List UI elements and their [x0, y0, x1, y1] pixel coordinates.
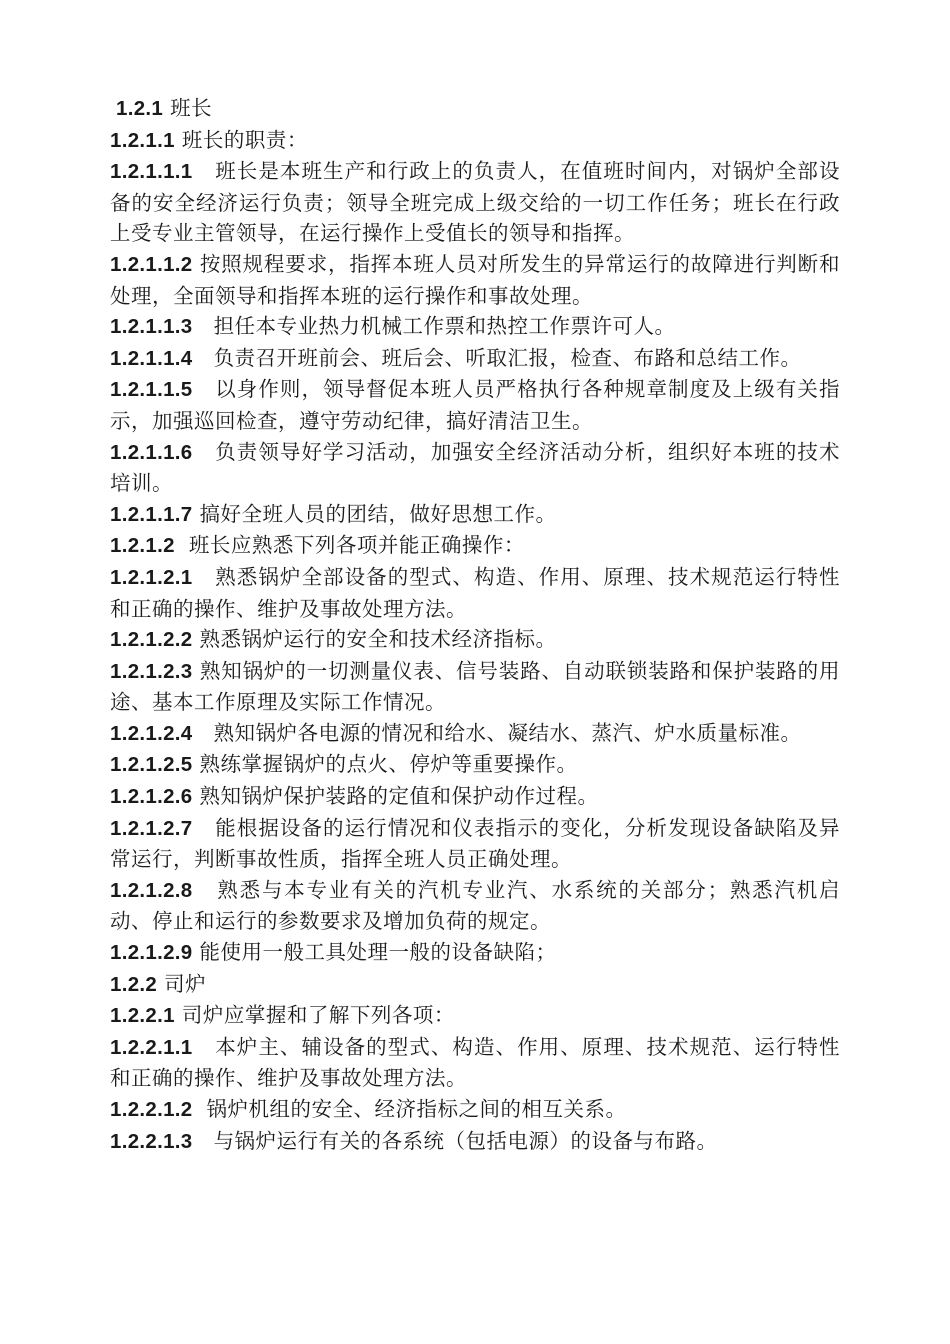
section-text: 熟悉锅炉全部设备的型式、构造、作用、原理、技术规范运行特性和正确的操作、维护及事故处理方法。 — [110, 564, 840, 621]
paragraph-1-2-1-2-6 — [110, 781, 840, 813]
section-number: 1.2.1.1 — [110, 128, 175, 152]
document-page — [110, 93, 840, 1157]
section-number: 1.2.1.2.1 — [110, 565, 193, 589]
section-number: 1.2.2.1.2 — [110, 1098, 193, 1121]
section-text: 班长是本班生产和行政上的负责人，在值班时间内，对锅炉全部设备的安全经济运行负责；领导全班完成上级交给的一切工作任务；班长在行政上受专业主管领导，在运行操作上受值长的领导和指挥。 — [110, 159, 840, 246]
section-gap — [193, 159, 216, 183]
section-text: 熟知锅炉保护装路的定值和保护动作过程。 — [199, 784, 599, 809]
section-text: 与锅炉运行有关的各系统（包括电源）的设备与布路。 — [213, 1128, 718, 1153]
section-text: 能使用一般工具处理一般的设备缺陷； — [199, 940, 557, 965]
section-gap — [193, 878, 218, 902]
section-text: 负责召开班前会、班后会、听取汇报，检查、布路和总结工作。 — [213, 345, 802, 370]
paragraph-1-2-1-1-1 — [110, 156, 840, 249]
paragraph-1-2-1-1-5 — [110, 374, 840, 436]
section-text: 负责领导好学习活动，加强安全经济活动分析，组织好本班的技术培训。 — [110, 439, 840, 496]
paragraph-1-2-1-1-2 — [110, 249, 840, 311]
section-gap — [193, 784, 200, 808]
paragraph-1-2-1-1-7 — [110, 499, 840, 531]
section-text: 熟悉与本专业有关的汽机专业汽、水系统的关部分；熟悉汽机启动、停止和运行的参数要求及增加负荷的规定。 — [110, 877, 840, 934]
section-text: 本炉主、辅设备的型式、构造、作用、原理、技术规范、运行特性和正确的操作、维护及事故处理方法。 — [110, 1034, 840, 1091]
section-text: 熟悉锅炉运行的安全和技术经济指标。 — [199, 627, 557, 652]
section-number: 1.2.1.1.7 — [110, 502, 193, 526]
section-gap — [175, 1003, 182, 1027]
section-number: 1.2.1.1.2 — [110, 252, 193, 276]
paragraph-1-2-2-1 — [110, 1000, 840, 1032]
section-gap — [193, 659, 200, 683]
section-text: 班长 — [170, 96, 213, 120]
section-gap — [193, 816, 216, 840]
section-gap — [193, 940, 200, 964]
section-text: 以身作则，领导督促本班人员严格执行各种规章制度及上级有关指示，加强巡回检查，遵守劳动纪律，搞好清洁卫生。 — [110, 377, 840, 433]
section-gap — [193, 1129, 214, 1153]
paragraph-1-2-1-2-1 — [110, 562, 840, 624]
section-number: 1.2.1.2.5 — [110, 753, 193, 777]
section-number: 1.2.1.2.8 — [110, 878, 193, 902]
section-number: 1.2.1.2.4 — [110, 721, 193, 745]
section-number: 1.2.1.1.3 — [110, 315, 193, 339]
section-text: 班长的职责： — [181, 127, 308, 152]
paragraph-1-2-1-2-5 — [110, 749, 840, 781]
paragraph-1-2-1-1-4 — [110, 343, 840, 375]
section-number: 1.2.2 — [110, 972, 158, 996]
section-gap — [193, 752, 200, 776]
section-number: 1.2.1.2.9 — [110, 941, 193, 965]
paragraph-1-2-1-2 — [110, 530, 840, 562]
paragraph-1-2-1-1-3 — [110, 311, 840, 343]
section-gap — [193, 252, 200, 276]
paragraph-1-2-1-1 — [110, 125, 840, 157]
section-number: 1.2.1.2.2 — [110, 628, 193, 652]
section-number: 1.2.1.1.5 — [110, 378, 193, 402]
section-number: 1.2.2.1.3 — [110, 1129, 193, 1153]
section-number: 1.2.1.2 — [110, 534, 175, 558]
section-gap — [193, 502, 200, 526]
paragraph-1-2-1-2-2 — [110, 624, 840, 656]
section-gap — [193, 377, 216, 401]
section-gap — [193, 721, 214, 745]
section-number: 1.2.1.2.6 — [110, 785, 193, 809]
section-gap — [193, 627, 200, 651]
paragraph-1-2-1-2-7 — [110, 813, 840, 875]
section-text: 熟知锅炉各电源的情况和给水、凝结水、蒸汽、炉水质量标准。 — [213, 720, 802, 745]
section-number: 1.2.1.1.4 — [110, 346, 193, 370]
section-gap — [193, 314, 214, 338]
section-gap — [193, 346, 214, 370]
paragraph-1-2-1-2-4 — [110, 718, 840, 750]
section-number: 1.2.2.1.1 — [110, 1035, 193, 1059]
paragraph-1-2-1 — [110, 93, 840, 125]
section-number: 1.2.1.1.1 — [110, 160, 193, 184]
section-gap — [193, 1097, 207, 1121]
section-number: 1.2.1.2.3 — [110, 659, 193, 683]
section-text: 司炉应掌握和了解下列各项： — [181, 1003, 455, 1028]
section-number: 1.2.1.1.6 — [110, 440, 193, 464]
section-number: 1.2.1.2.7 — [110, 816, 193, 840]
paragraph-1-2-2-1-3 — [110, 1126, 840, 1158]
section-number: 1.2.1 — [116, 97, 164, 120]
section-text: 搞好全班人员的团结，做好思想工作。 — [199, 501, 557, 526]
section-text: 担任本专业热力机械工作票和热控工作票许可人。 — [213, 314, 676, 339]
section-text: 班长应熟悉下列各项并能正确操作： — [188, 533, 525, 558]
section-gap — [193, 1035, 216, 1059]
section-text: 熟知锅炉的一切测量仪表、信号装路、自动联锁装路和保护装路的用途、基本工作原理及实际工作情况。 — [110, 658, 840, 715]
paragraph-1-2-1-2-3 — [110, 656, 840, 718]
section-gap — [193, 565, 216, 589]
section-gap — [175, 533, 189, 557]
section-text: 司炉 — [164, 971, 207, 996]
paragraph-1-2-1-1-6 — [110, 437, 840, 499]
paragraph-1-2-1-2-8 — [110, 875, 840, 937]
section-text: 锅炉机组的安全、经济指标之间的相互关系。 — [206, 1097, 627, 1121]
paragraph-1-2-2 — [110, 969, 840, 1001]
section-gap — [175, 128, 182, 152]
section-text: 按照规程要求，指挥本班人员对所发生的异常运行的故障进行判断和处理，全面领导和指挥本班的运行操作和事故处理。 — [110, 251, 840, 308]
paragraph-1-2-1-2-9 — [110, 937, 840, 969]
paragraph-1-2-2-1-2 — [110, 1094, 840, 1126]
section-text: 能根据设备的运行情况和仪表指示的变化，分析发现设备缺陷及异常运行，判断事故性质，指挥全班人员正确处理。 — [110, 815, 840, 872]
section-gap — [193, 440, 216, 464]
section-number: 1.2.2.1 — [110, 1004, 175, 1028]
section-text: 熟练掌握锅炉的点火、停炉等重要操作。 — [199, 752, 578, 777]
paragraph-1-2-2-1-1 — [110, 1032, 840, 1094]
